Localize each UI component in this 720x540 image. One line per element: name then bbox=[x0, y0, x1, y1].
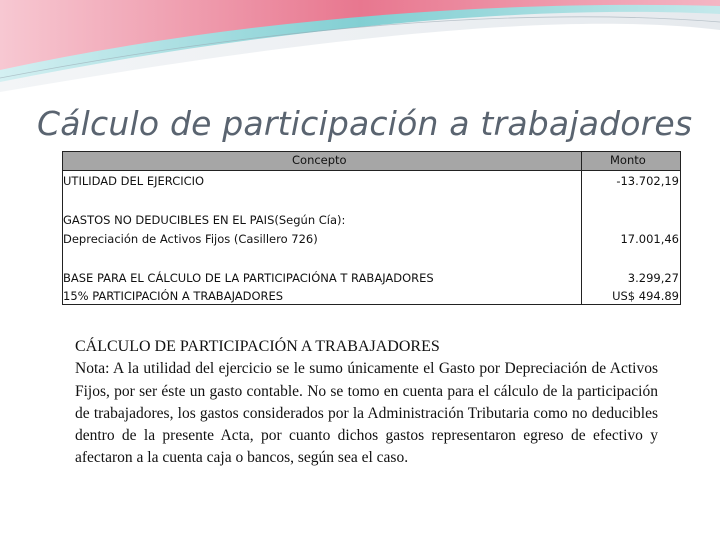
row-base-monto: 3.299,27 bbox=[627, 271, 679, 285]
row-participacion-concepto: 15% PARTICIPACIÓN A TRABAJADORES bbox=[63, 289, 284, 303]
decorative-swoosh-banner bbox=[0, 0, 720, 110]
header-concepto: Concepto bbox=[292, 153, 347, 167]
participation-table bbox=[62, 151, 681, 305]
row-depreciacion-monto: 17.001,46 bbox=[620, 232, 679, 246]
row-depreciacion-concepto: Depreciación de Activos Fijos (Casillero 726) bbox=[63, 232, 318, 246]
note-text: Nota: A la utilidad del ejercicio se le sumo únicamente el Gasto por Depreciación de Activos Fijos, por ser éste un gasto contable. No se tomo en cuenta para el cálculo de la participación de trabajadores, los gastos considerados por la Administración Tributaria como no deducibles dentro de la presente Acta, por cuanto dichos gastos representaron egreso de efectivo y afectaron a la cuenta caja o bancos, según sea el caso. bbox=[75, 360, 658, 467]
column-divider bbox=[581, 151, 582, 305]
row-utilidad-concepto: UTILIDAD DEL EJERCICIO bbox=[63, 174, 205, 188]
slide-title: Cálculo de participación a trabajadores bbox=[37, 104, 693, 143]
row-gastos-concepto: GASTOS NO DEDUCIBLES EN EL PAIS(Según Cía): bbox=[63, 213, 346, 227]
header-divider bbox=[62, 170, 681, 171]
row-participacion-monto: US$ 494.89 bbox=[612, 289, 679, 303]
row-base-concepto: BASE PARA EL CÁLCULO DE LA PARTICIPACIÓNA T RABAJADORES bbox=[63, 271, 434, 285]
note-block bbox=[75, 336, 658, 470]
note-heading: CÁLCULO DE PARTICIPACIÓN A TRABAJADORES bbox=[75, 338, 440, 355]
header-monto: Monto bbox=[610, 153, 646, 167]
row-utilidad-monto: -13.702,19 bbox=[616, 174, 679, 188]
